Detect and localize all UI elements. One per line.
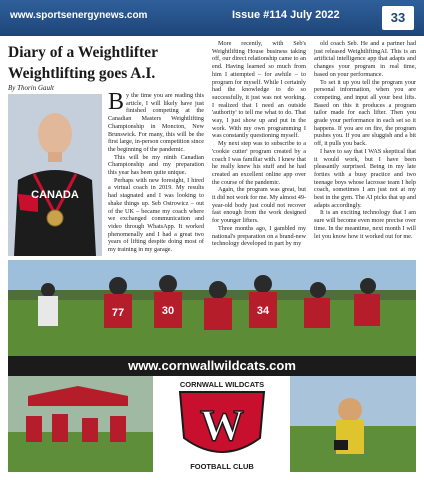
club-logo [160, 378, 284, 474]
paragraph: To set it up you tell the program your personal information, when you are competing, and input all your best lifts. Based on this it produces a program tailor made for each lifter. Then you grade your performance in each set so it happens. If you are on fire, the program pushes you. If you are sluggish and a bit off, it pulls you back. [314, 78, 416, 148]
logo-top-text: CORNWALL WILDCATS [179, 380, 265, 389]
site-url[interactable]: www.sportsenergynews.com [10, 10, 148, 21]
article-column-3 [314, 40, 416, 240]
jersey-text: CANADA [31, 189, 79, 201]
paragraph: old coach Seb. He and a partner had just released WeightliftingAI. This is an artificial intelligence app that adapts and changes your program in real time, based on your performance. [314, 40, 416, 78]
jersey-number: 30 [161, 305, 175, 317]
youth-player-photo [290, 376, 416, 472]
paragraph: I have to say that I WAS skeptical that it would work, but I have been pleasantly surprised. Being in my late forties with a busy practice and two teenage boys whose lacrosse team I help coach, sometimes I am just not at my best in the gym. The AI picks that up and adapts accordingly. [314, 147, 416, 209]
paragraph [108, 89, 204, 154]
paragraph: My next step was to subscribe to a 'cookie cutter' program created by a coach I was familiar with. I knew that he really knew his stuff and he had created an excellent online app over the course of the pandemic. [212, 140, 306, 186]
logo-letter: W [200, 401, 244, 450]
football-team-photo [8, 260, 416, 356]
author-photo [8, 94, 102, 256]
title-line-2: Weightlifting goes A.I. [8, 65, 156, 82]
jersey-number: 77 [111, 307, 125, 319]
paragraph: Three months ago, I gambled my national's preparation on a brand-new technology developed in part by my [212, 224, 306, 248]
paragraph: More recently, with Seb's Weightlifting House business taking off, our direct relationship came to an end. Having learned so much from him I attempted – for awhile – to program for myself. While I certainly had the knowledge to do so successfully, it just was not working. I realized that I need an outside 'authority' to tell me what to do. That way, I just show up and put in the work. With my own programming I was constantly questioning myself. [212, 40, 306, 140]
team-tent-icon [8, 376, 153, 472]
article-column-2 [212, 40, 306, 248]
logo-bottom-text: FOOTBALL CLUB [190, 462, 254, 471]
paragraph: This will be my ninth Canadian Championship and my preparation this year has been quite unique. [108, 153, 204, 177]
title-line-1: Diary of a Weightlifter [8, 44, 158, 61]
paragraph: Perhaps with new foresight, I hired a virtual coach in 2019. My results had stagnated and I was looking to shake things up. Seb Ostrowicz – out of the UK – became my coach where we exchanged communication and video through WhatsApp. It worked phenomenally and I had a great two years of lifting despite doing most of my training in my garage. [108, 176, 204, 254]
club-url-banner [8, 356, 416, 376]
jersey-number: 34 [256, 305, 270, 317]
child-player-icon [290, 376, 416, 472]
paragraph: It is an exciting technology that I am sure will become even more precise over time. In the meantime, next month I will let you know how it worked out for me. [314, 209, 416, 240]
page-header [0, 0, 424, 36]
byline: By Thorin Gault [8, 84, 54, 92]
drop-cap: B [108, 89, 125, 115]
article-title [8, 42, 208, 84]
page-number: 33 [382, 6, 414, 30]
paragraph-text: y the time you are reading this article, I will likely have just finished competing at the Canadian Masters Weightlifting Championship in Moncton, New Brunswick. For many, this will be the first large, in-person competition since the beginning of the pandemic. [108, 92, 204, 153]
tent-team-photo [8, 376, 153, 472]
football-players-icon [8, 260, 416, 356]
paragraph: Again, the program was great, but it did not work for me. My almost 49-year-old body just could not recover fast enough from the work designed for younger lifters. [212, 186, 307, 225]
club-url[interactable]: www.cornwallwildcats.com [128, 358, 296, 373]
wildcats-shield-icon [160, 378, 284, 474]
article-column-1 [108, 89, 204, 254]
author-portrait-icon [8, 94, 102, 256]
issue-label: Issue #114 July 2022 [232, 9, 340, 21]
